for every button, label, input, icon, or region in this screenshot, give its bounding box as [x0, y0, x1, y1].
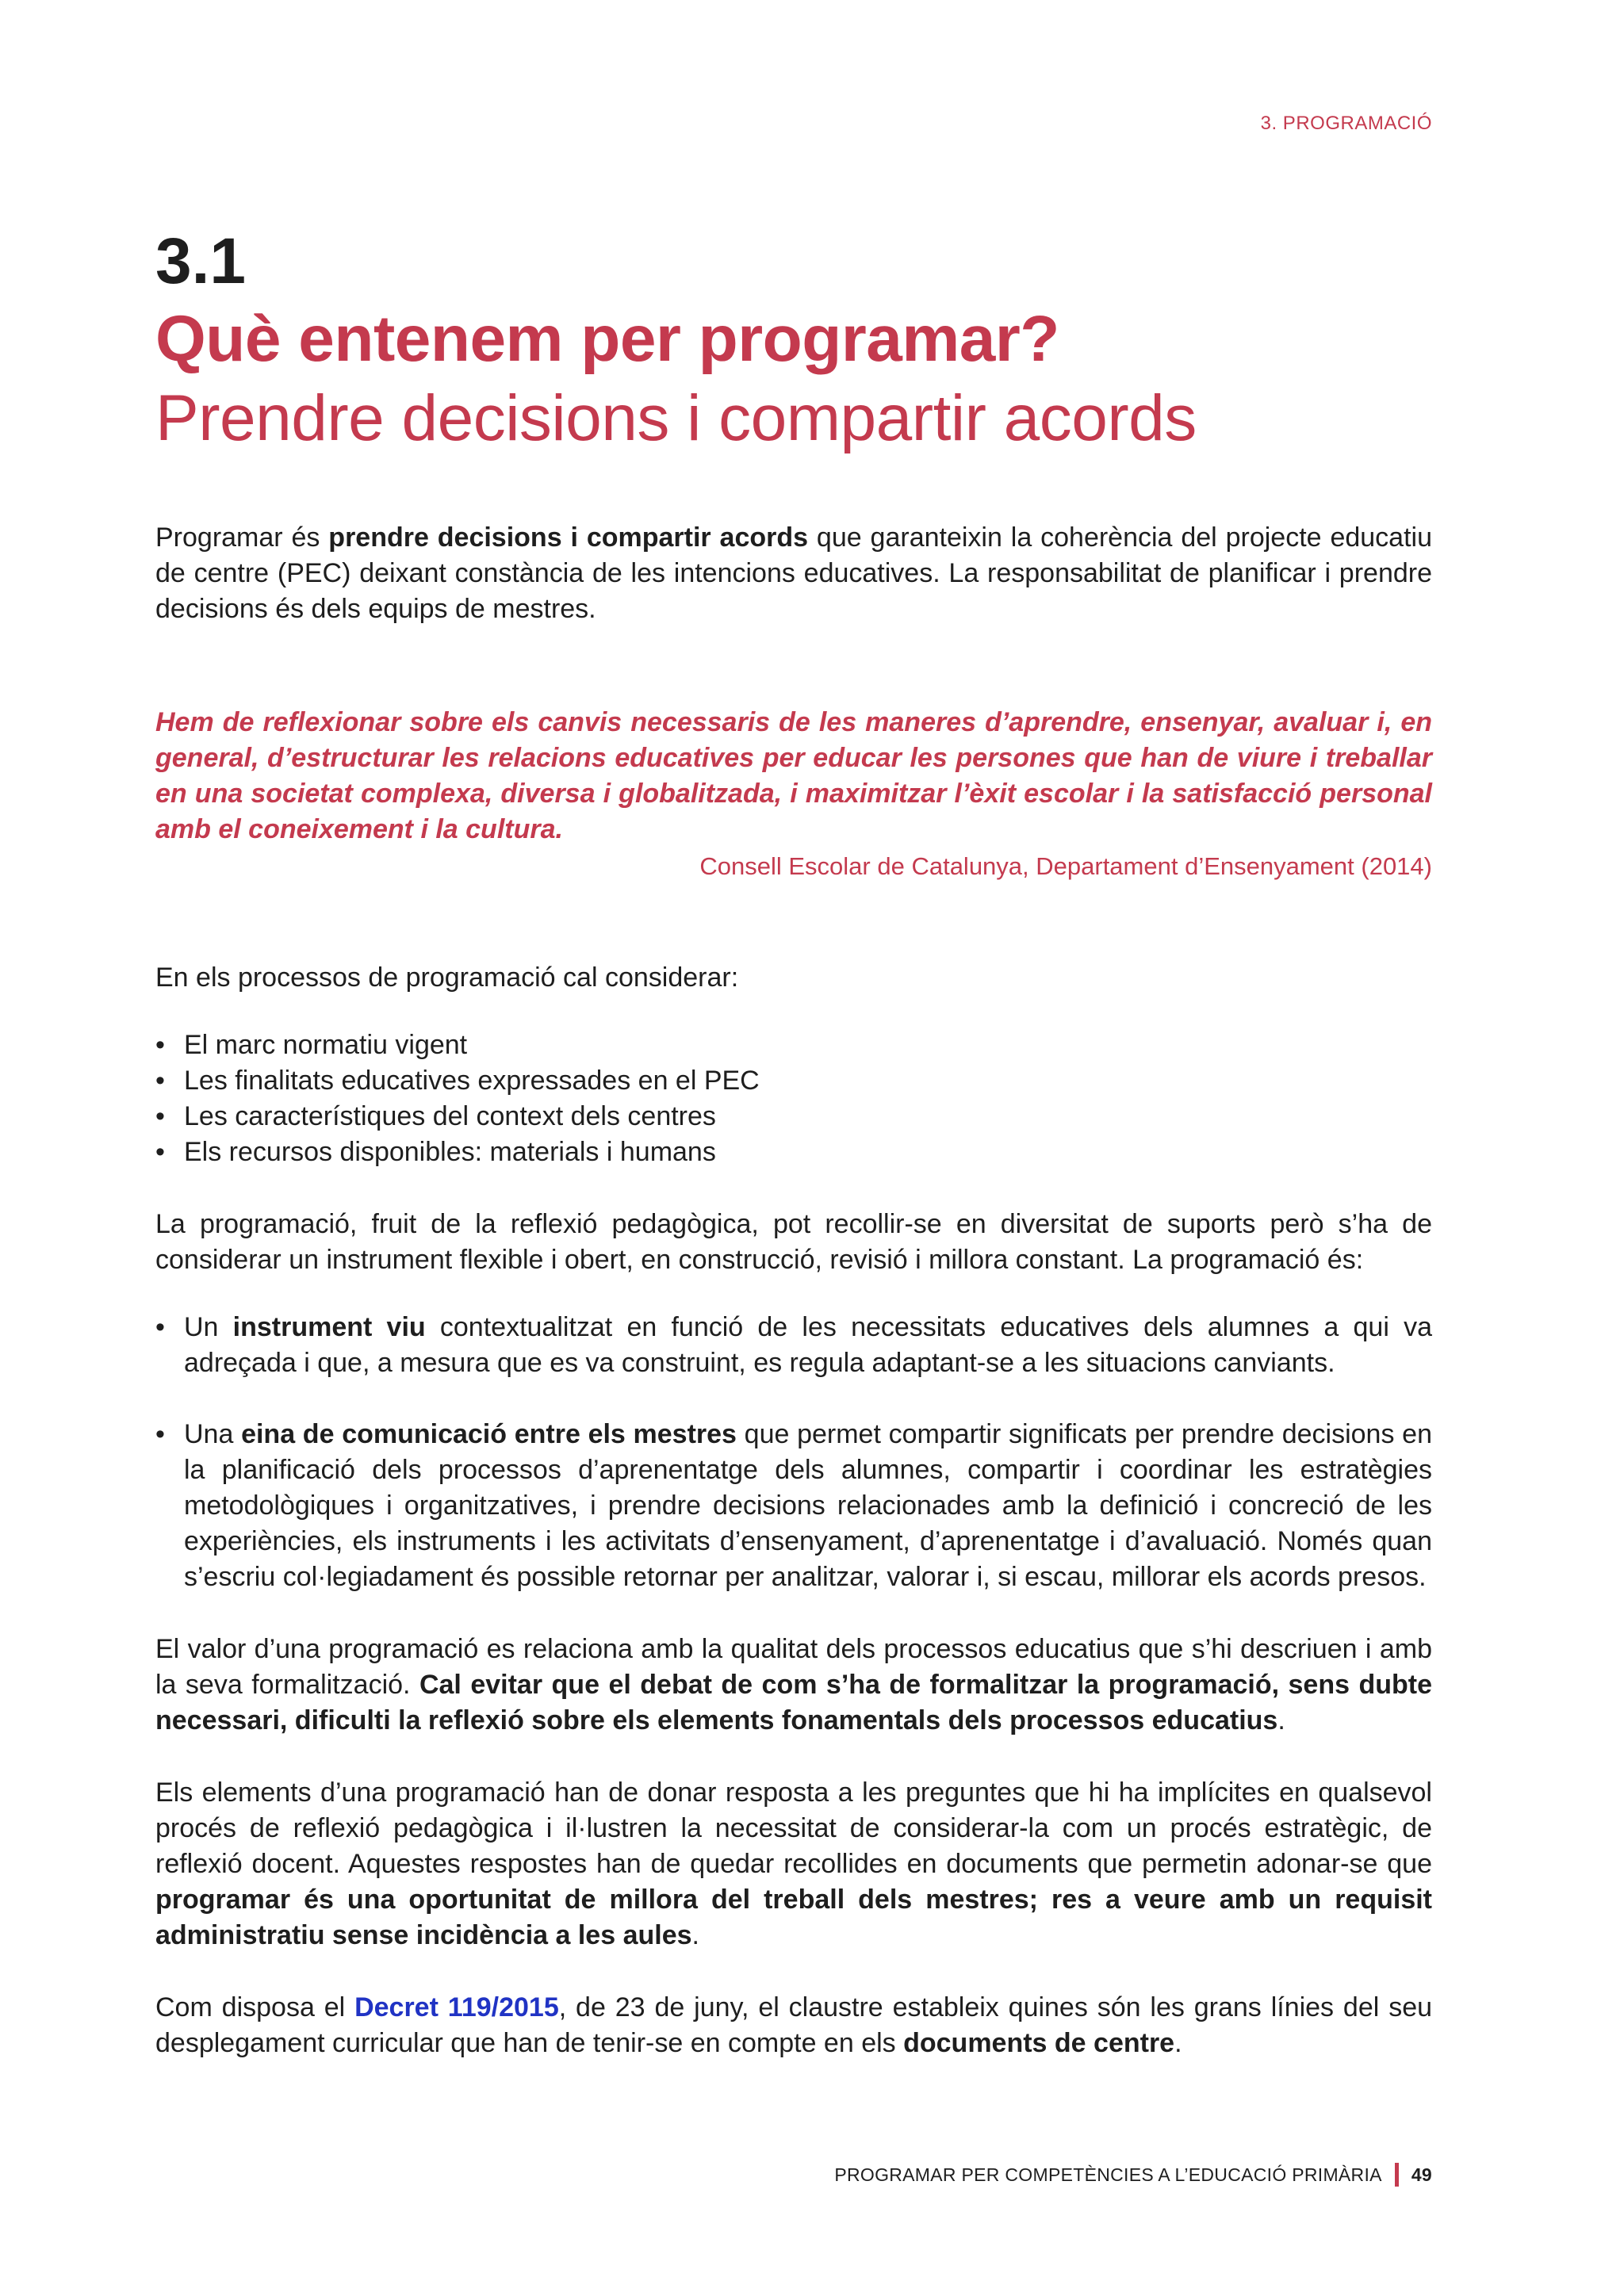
main-content — [155, 224, 1432, 2061]
footer-divider — [1395, 2163, 1399, 2187]
def-bold: instrument viu — [232, 1312, 426, 1342]
footer-title: PROGRAMAR PER COMPETÈNCIES A L’EDUCACIÓ PRIMÀRIA — [834, 2164, 1382, 2185]
running-head: 3. PROGRAMACIÓ — [1260, 113, 1432, 134]
section-number: 3.1 — [155, 225, 246, 297]
list-item: • Els recursos disponibles: materials i humans — [155, 1135, 1432, 1170]
programacio-paragraph: La programació, fruit de la reflexió pedagògica, pot recollir-se en diversitat de suports però s’ha de considerar un instrument flexible i obert, en construcció, revisió i millora constant. La programació és: — [155, 1209, 1432, 1275]
list-item — [155, 1417, 1432, 1595]
elements-text-2: . — [691, 1920, 699, 1950]
intro-paragraph — [155, 520, 1432, 627]
decret-paragraph — [155, 1990, 1432, 2061]
list-item: • Les característiques del context dels centres — [155, 1099, 1432, 1135]
section-title: Què entenem per programar? — [155, 303, 1059, 375]
consider-lead: En els processos de programació cal considerar: — [155, 962, 739, 993]
def-post: contextualitzat en funció de les necessitats educatives dels alumnes a qui va adreçada i que, a mesura que es va construint, es regula adaptant-se a les situacions canviants. — [184, 1312, 1433, 1378]
list-item: • El marc normatiu vigent — [155, 1027, 1432, 1063]
def-post: que permet compartir significats per prendre decisions en la planificació dels processos d’aprenentatge dels alumnes, compartir i coordinar les estratègies metodològiques i organitzatives, i prendre decisions relacionades amb la definició i concreció de les experiències, els instruments i les activitats d’ensenyament, d’aprenentatge i d’avaluació. Només quan s’escriu col·legiadament és possible retornar per analitzar, valorar i, si escau, millorar els acords presos. — [184, 1419, 1432, 1592]
list-item — [155, 1310, 1432, 1381]
intro-text-2: que garanteixin la coherència del projecte educatiu de centre (PEC) deixant constància de les intencions educatives. La responsabilitat de planificar i prendre decisions és dels equips de mestres. — [155, 522, 1433, 624]
def-bold: eina de comunicació entre els mestres — [241, 1419, 737, 1449]
valor-bold: Cal evitar que el debat de com s’ha de formalitzar la programació, sens dubte necessari, dificulti la reflexió sobre els elements fonamentals dels processos educatius — [155, 1670, 1433, 1735]
elements-bold: programar és una oportunitat de millora del treball dels mestres; res a veure amb un requisit administratiu sense incidència a les aules — [155, 1885, 1432, 1950]
decret-text-1: Com disposa el — [155, 1992, 355, 2022]
elements-paragraph — [155, 1775, 1432, 1954]
quote-source: Consell Escolar de Catalunya, Departament d’Ensenyament (2014) — [699, 852, 1432, 880]
valor-text-2: . — [1277, 1705, 1285, 1735]
list-item: • Les finalitats educatives expressades en el PEC — [155, 1063, 1432, 1099]
section-heading — [155, 224, 1432, 458]
valor-paragraph — [155, 1632, 1432, 1739]
intro-bold: prendre decisions i compartir acords — [328, 522, 809, 553]
decret-bold: documents de centre — [903, 2028, 1175, 2058]
consider-list — [155, 1027, 1432, 1170]
elements-text-1: Els elements d’una programació han de donar resposta a les preguntes que hi ha implícites en qualsevol procés de reflexió pedagògica i il·lustren la necessitat de considerar-la com un procés estratègic, de reflexió docent. Aquestes respostes han de quedar recollides en documents que permetin adonar-se que — [155, 1777, 1432, 1879]
quote: Hem de reflexionar sobre els canvis necessaris de les maneres d’aprendre, ensenyar, avaluar i, en general, d’estructurar les relacions educatives per educar les persones que han de viure i treballar en una societat complexa, diversa i globalitzada, i maximitzar l’èxit escolar i la satisfacció personal amb el coneixement i la cultura. — [155, 707, 1432, 844]
definition-list — [155, 1310, 1432, 1595]
decret-text-3: . — [1174, 2028, 1182, 2058]
page-number: 49 — [1411, 2164, 1432, 2185]
decret-link[interactable]: Decret 119/2015 — [354, 1992, 559, 2022]
intro-text-1: Programar és — [155, 522, 329, 553]
section-subtitle: Prendre decisions i compartir acords — [155, 382, 1197, 454]
def-pre: Una — [184, 1419, 242, 1449]
def-pre: Un — [184, 1312, 233, 1342]
page-footer — [834, 2163, 1432, 2187]
valor-text-1: El valor d’una programació es relaciona amb la qualitat dels processos educatius que s’hi descriuen i amb la seva formalització. — [155, 1634, 1432, 1700]
decret-text-2: , de 23 de juny, el claustre estableix quines són les grans línies del seu desplegament curricular que han de tenir-se en compte en els — [155, 1992, 1433, 2058]
